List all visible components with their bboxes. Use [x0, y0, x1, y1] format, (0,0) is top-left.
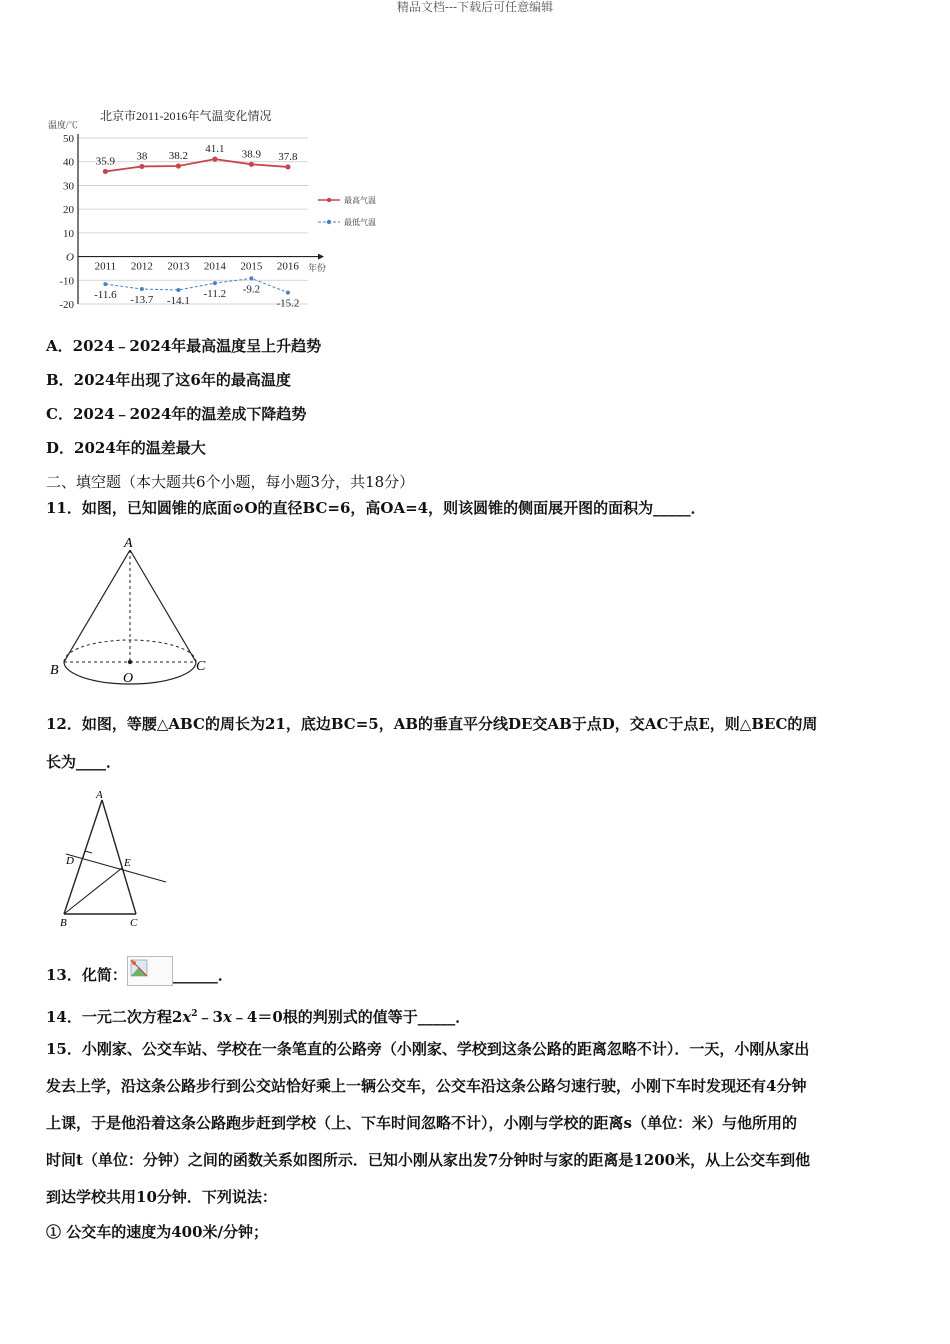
- temperature-chart: [40, 104, 390, 314]
- question-11: 11．如图，已知圆锥的底面⊙O的直径BC=6，高OA=4，则该圆锥的侧面展开图的面积为_____．: [46, 499, 706, 517]
- question-14: [46, 1004, 470, 1027]
- data-label: 37.8: [278, 150, 298, 163]
- x-axis-label: 年份: [308, 263, 327, 273]
- question-13-blank: ______．: [172, 966, 233, 984]
- label-b: B: [50, 663, 59, 678]
- question-15-line-2: 发去上学，沿这条公路步行到公交站恰好乘上一辆公交车，公交车沿这条公路匀速行驶，小刚下车时发现还有4分钟: [46, 1077, 807, 1095]
- data-label: 38.2: [168, 149, 189, 162]
- data-point: [103, 282, 107, 286]
- label-b: B: [60, 917, 67, 928]
- legend-label: 最高气温: [344, 196, 376, 205]
- option-c[interactable]: C．2024﹣2024年的温差成下降趋势: [46, 405, 307, 423]
- q14-suffix: ﹣4＝0根的判别式的值等于_____．: [231, 1008, 471, 1026]
- question-15-line-4: 时间t（单位：分钟）之间的函数关系如图所示．已知小刚从家出发7分钟时与家的距离是1200米，从上公交车到他: [46, 1151, 811, 1169]
- data-point: [249, 162, 254, 167]
- label-e: E: [124, 857, 131, 869]
- legend-marker: [327, 220, 331, 224]
- cone-figure: [44, 532, 224, 692]
- data-label: 35.9: [95, 155, 116, 168]
- data-label: -15.2: [276, 297, 300, 310]
- question-15-line-1: 15．小刚家、公交车站、学校在一条笔直的公路旁（小刚家、学校到这条公路的距离忽略不计）．一天，小刚从家出: [46, 1040, 810, 1058]
- data-label: 38: [136, 150, 148, 163]
- chart-legend: [318, 195, 376, 227]
- option-a[interactable]: A．2024﹣2024年最高温度呈上升趋势: [46, 337, 322, 355]
- data-point: [213, 281, 217, 285]
- data-label: -11.2: [203, 288, 227, 301]
- q14-mid: ﹣3: [197, 1008, 223, 1026]
- x-tick-label: 2013: [167, 260, 190, 273]
- question-13-prefix: 13．化简：: [46, 966, 127, 984]
- triangle-figure: [56, 786, 176, 928]
- question-12-line-2: 长为____．: [46, 753, 122, 771]
- x-tick-labels: [95, 261, 300, 273]
- legend-label: 最低气温: [344, 218, 376, 227]
- data-point: [212, 157, 217, 162]
- chart-series: [94, 143, 299, 310]
- data-point: [139, 164, 144, 169]
- x-tick-label: 2016: [276, 260, 299, 273]
- data-label: -14.1: [166, 295, 190, 308]
- label-c: C: [130, 917, 138, 928]
- y-tick-label: 20: [63, 204, 74, 217]
- y-tick-labels: [59, 133, 74, 311]
- q14-var-x: x: [182, 1008, 192, 1026]
- question-13: [46, 956, 233, 986]
- x-tick-label: 2012: [130, 260, 153, 273]
- y-tick-label: 50: [63, 133, 74, 145]
- x-tick-label: 2011: [94, 260, 117, 273]
- question-15-item-1: ① 公交车的速度为400米/分钟；: [46, 1223, 269, 1241]
- data-label: 41.1: [205, 143, 225, 156]
- legend-marker: [327, 198, 331, 202]
- question-15-line-5: 到达学校共用10分钟．下列说法：: [46, 1188, 277, 1206]
- y-tick-label: -10: [59, 275, 74, 288]
- q14-var-x-2: x: [222, 1008, 232, 1026]
- x-tick-label: 2014: [203, 260, 226, 273]
- chart-title: 北京市2011-2016年气温变化情况: [100, 109, 272, 123]
- data-point: [176, 288, 180, 292]
- y-tick-label: -20: [59, 299, 74, 311]
- y-tick-label: 40: [63, 156, 74, 169]
- question-12-line-1: 12．如图，等腰△ABC的周长为21，底边BC=5，AB的垂直平分线DE交AB于点D，交AC于点E，则△BEC的周: [46, 715, 818, 733]
- data-label: -13.7: [130, 294, 154, 307]
- data-label: -9.2: [242, 283, 261, 296]
- series-line-1: [105, 159, 288, 171]
- option-d[interactable]: D．2024年的温差最大: [46, 439, 206, 457]
- data-point: [286, 291, 290, 295]
- section-title: 二、填空题（本大题共6个小题，每小题3分，共18分）: [46, 473, 415, 491]
- y-axis-label: 温度/℃: [48, 120, 78, 130]
- q14-exponent: 2: [191, 1009, 198, 1019]
- page-header: 精品文档---下载后可任意编辑: [396, 0, 554, 14]
- data-point: [249, 276, 253, 280]
- label-o: O: [123, 671, 134, 686]
- y-tick-label: 10: [63, 227, 74, 240]
- y-tick-label: 30: [63, 180, 74, 193]
- data-label: -11.6: [94, 289, 117, 302]
- broken-image-icon: [127, 956, 173, 986]
- label-a: A: [96, 789, 103, 801]
- label-a: A: [124, 536, 133, 551]
- data-point: [103, 169, 108, 174]
- option-b[interactable]: B．2024年出现了这6年的最高温度: [46, 371, 291, 389]
- y-tick-label: O: [66, 251, 74, 264]
- question-15-line-3: 上课，于是他沿着这条公路跑步赶到学校（上、下车时间忽略不计），小刚与学校的距离s（单位：米）与他所用的: [46, 1114, 797, 1132]
- label-d: D: [66, 855, 74, 867]
- data-point: [176, 163, 181, 168]
- x-axis-arrow: [318, 254, 324, 260]
- data-point: [285, 164, 290, 169]
- data-label: 38.9: [241, 148, 262, 161]
- q14-prefix: 14．一元二次方程2: [46, 1008, 183, 1026]
- label-c: C: [196, 659, 206, 674]
- data-point: [140, 287, 144, 291]
- x-tick-label: 2015: [240, 260, 263, 273]
